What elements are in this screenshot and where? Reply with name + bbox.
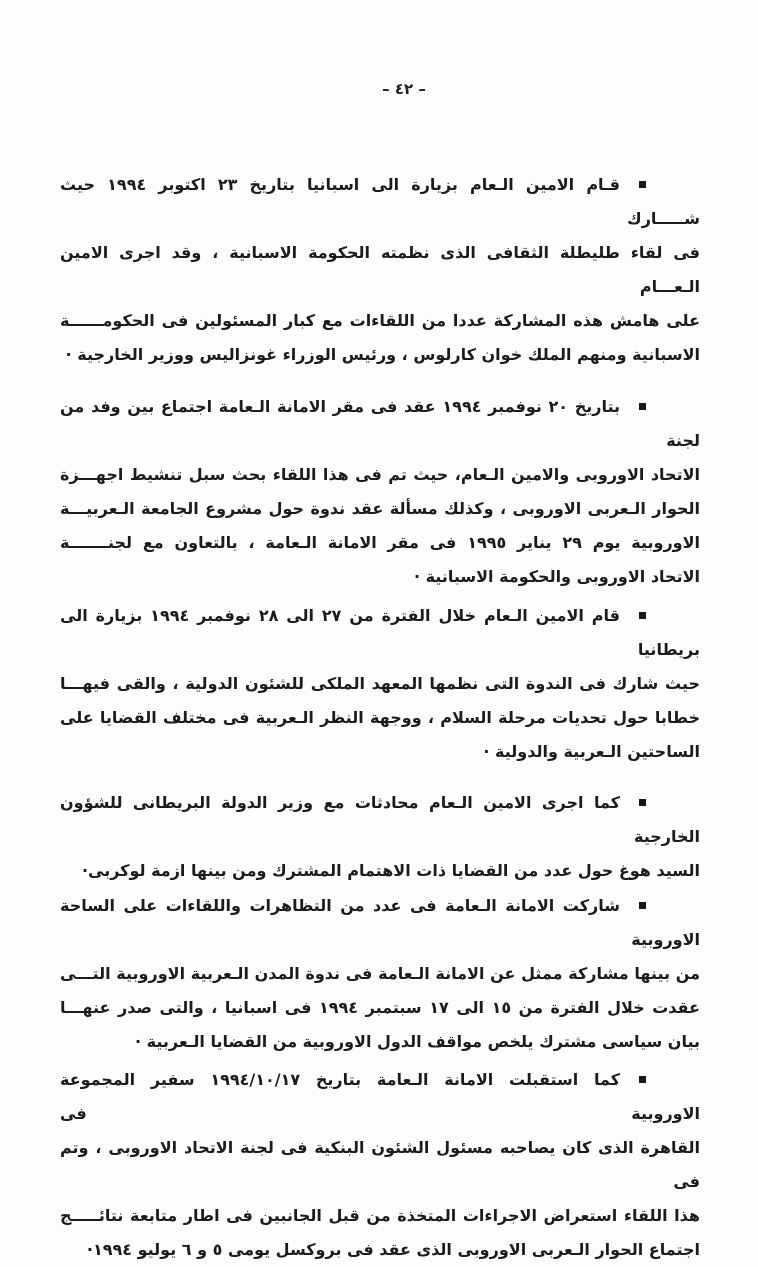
- text-line: هذا اللقاء استعراض الاجراءات المتخذة من قبل الجانبين فى اطار متابعة نتائـــــج: [60, 1206, 700, 1225]
- text-line: حيث شارك فى الندوة التى نظمها المعهد الملكى للشئون الدولية ، والقى فيهـــا: [60, 674, 700, 693]
- text-line: من بينها مشاركة ممثل عن الامانة الـعامة فى ندوة المدن الـعربية الاوروبية التـــى: [60, 964, 700, 983]
- text-line: الاتحاد الاوروبى والامين الـعام، حيث تم فى هذا اللقاء بحث سبل تنشيط اجهـــزة: [60, 465, 700, 484]
- paragraph-visit-spain: [60, 168, 700, 372]
- square-bullet-icon: [639, 902, 646, 909]
- text-line: الاوروبية يوم ٢٩ يناير ١٩٩٥ فى مقر الامانة الـعامة ، بالتعاون مع لجنـــــــة: [60, 533, 701, 552]
- square-bullet-icon: [639, 181, 646, 188]
- square-bullet-icon: [639, 1076, 646, 1083]
- paragraph-eu-ambassador-cairo: [60, 1063, 700, 1267]
- square-bullet-icon: [639, 403, 646, 410]
- square-bullet-icon: [639, 612, 646, 619]
- text-line: الاسبانية ومنهم الملك خوان كارلوس ، ورئيس الوزراء غونزاليس ووزير الخارجية ·: [65, 345, 700, 364]
- text-line: شاركت الامانة الـعامة فى عدد من التظاهرات واللقاءات على الساحة الاوروبية: [60, 896, 700, 949]
- text-line: الساحتين الـعربية والدولية ·: [483, 742, 700, 761]
- text-line: كما اجرى الامين الـعام محادثات مع وزير الدولة البريطانى للشؤون الخارجية: [60, 793, 700, 846]
- text-line: بيان سياسى مشترك يلخص مواقف الدول الاوروبية من القضايا الـعربية ·: [135, 1032, 700, 1051]
- text-line: الحوار الـعربى الاوروبى ، وكذلك مسألة عقد ندوة حول مشروع الجامعة الـعربيـــة: [60, 499, 700, 518]
- page-number: – ٤٢ –: [382, 80, 426, 98]
- paragraph-visit-britain: [60, 599, 700, 769]
- text-line: القاهرة الذى كان يصاحبه مسئول الشئون البنكية فى لجنة الاتحاد الاوروبى ، وتم فى: [60, 1138, 700, 1191]
- text-line: قام الامين الـعام خلال الفترة من ٢٧ الى ٢٨ نوفمبر ١٩٩٤ بزيارة الى بريطانيا: [60, 606, 700, 659]
- paragraph-eu-meeting: [60, 390, 700, 594]
- text-line: السيد هوغ حول عدد من القضايا ذات الاهتمام المشترك ومن بينها ازمة لوكربى·: [81, 861, 700, 880]
- text-line: بتاريخ ٢٠ نوفمبر ١٩٩٤ عقد فى مقر الامانة الـعامة اجتماع بين وفد من لجنة: [60, 397, 700, 450]
- text-line: قـام الامين الـعام بزيارة الى اسبانيا بتاريخ ٢٣ اكتوبر ١٩٩٤ حيث شـــــارك: [60, 175, 700, 228]
- paragraph-european-events: [60, 889, 700, 1059]
- text-line: فى لقاء طليطلة الثقافى الذى نظمته الحكومة الاسبانية ، وقد اجرى الامين الـعـــام: [60, 243, 700, 296]
- text-line: خطابا حول تحديات مرحلة السلام ، ووجهة النظر الـعربية فى مختلف القضايا على: [60, 708, 700, 727]
- text-line: عقدت خلال الفترة من ١٥ الى ١٧ سبتمبر ١٩٩٤ فى اسبانيا ، والتى صدر عنهـــا: [60, 998, 700, 1017]
- square-bullet-icon: [639, 799, 646, 806]
- text-line: الاتحاد الاوروبى والحكومة الاسبانية ·: [413, 567, 700, 586]
- text-line: على هامش هذه المشاركة عددا من اللقاءات مع كبار المسئولين فى الحكومــــــة: [60, 311, 700, 330]
- paragraph-talks-uk-minister: [60, 786, 700, 888]
- text-line: كما استقبلت الامانة الـعامة بتاريخ ١٩٩٤/١٠/١٧ سفير المجموعة الاوروبية فى: [60, 1070, 700, 1123]
- text-line: اجتماع الحوار الـعربى الاوروبى الذى عقد فى بروكسل يومى ٥ و ٦ يوليو ١٩٩٤·: [86, 1240, 700, 1259]
